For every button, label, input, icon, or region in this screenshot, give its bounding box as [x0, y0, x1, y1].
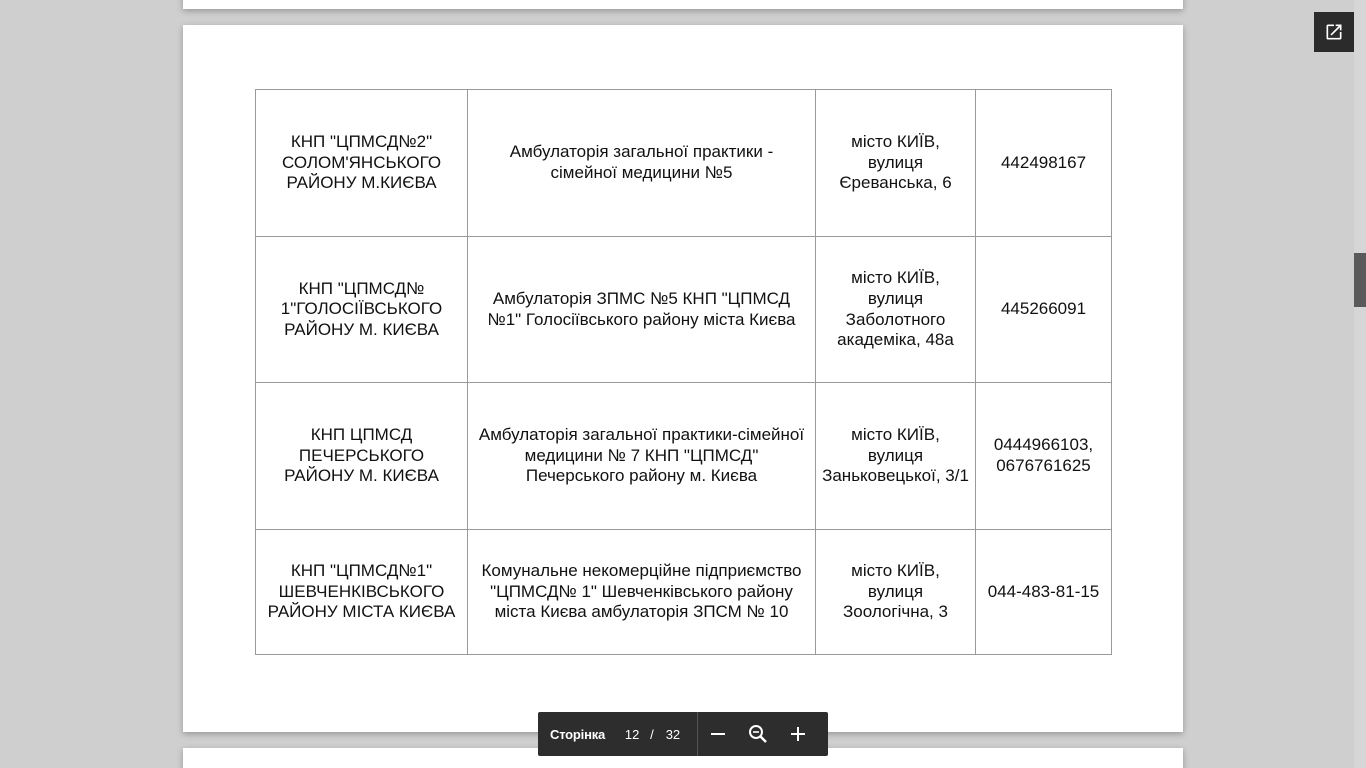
facility-table: [255, 89, 1112, 655]
phone-cell-line: 445266091: [1000, 299, 1087, 319]
minus-icon: [710, 726, 726, 742]
address-cell-line: Заньковецької, 3/1: [822, 466, 969, 486]
phone-cell-line: 442498167: [1000, 152, 1087, 172]
facility-cell-line: Амбулаторія загальної практики-сімейної: [478, 425, 805, 445]
address-cell-line: місто КИЇВ,: [851, 268, 940, 288]
organization-cell-line: КНП "ЦПМСД№2": [290, 132, 433, 152]
current-page: [183, 25, 1183, 732]
facility-cell-line: Амбулаторія ЗПМС №5 КНП "ЦПМСД: [492, 288, 791, 308]
phone-cell-line: 0676761625: [996, 456, 1091, 475]
address-cell-line: вулиця: [867, 445, 924, 465]
address-cell-line: вулиця: [867, 288, 924, 308]
address-cell: [816, 383, 976, 530]
zoom-out-button[interactable]: [698, 712, 738, 756]
phone-cell-line: 044-483-81-15: [987, 581, 1100, 601]
facility-cell: [468, 530, 816, 655]
table-row: [256, 530, 1112, 655]
organization-cell-line: РАЙОНУ М.КИЄВА: [286, 173, 437, 193]
page-label: Сторінка: [550, 726, 606, 742]
facility-cell-line: Печерського району м. Києва: [525, 466, 758, 486]
address-cell-line: місто КИЇВ,: [851, 132, 940, 152]
address-cell-line: місто КИЇВ,: [851, 425, 940, 445]
organization-cell-line: КНП "ЦПМСД№1": [290, 561, 433, 581]
address-cell-line: Зоологічна, 3: [843, 602, 948, 622]
organization-cell-line: КНП "ЦПМСД№: [298, 278, 425, 298]
previous-page: [183, 0, 1183, 9]
facility-cell-line: медицини № 7 КНП "ЦПМСД": [524, 445, 759, 465]
address-cell: [816, 530, 976, 655]
zoom-reset-button[interactable]: [738, 712, 778, 756]
facility-cell: [468, 383, 816, 530]
organization-cell: [256, 90, 468, 237]
facility-cell-line: міста Києва амбулаторія ЗПСМ № 10: [494, 602, 789, 622]
address-cell-line: вулиця: [867, 152, 924, 172]
table-row: [256, 90, 1112, 237]
organization-cell: [256, 237, 468, 383]
phone-cell: [976, 383, 1112, 530]
scrollbar-thumb[interactable]: [1354, 253, 1366, 307]
table-row: [256, 237, 1112, 383]
plus-icon: [790, 726, 806, 742]
zoom-in-button[interactable]: [778, 712, 818, 756]
organization-cell-line: РАЙОНУ МІСТА КИЄВА: [267, 602, 456, 622]
address-cell-line: вулиця: [867, 581, 924, 601]
page-separator: /: [650, 726, 654, 742]
popout-button[interactable]: [1314, 12, 1354, 52]
address-cell: [816, 237, 976, 383]
organization-cell-line: 1"ГОЛОСІЇВСЬКОГО: [280, 299, 443, 319]
table-row: [256, 383, 1112, 530]
facility-cell-line: №1" Голосіївського району міста Києва: [487, 309, 796, 329]
organization-cell-line: ШЕВЧЕНКІВСЬКОГО: [278, 581, 445, 601]
organization-cell: [256, 383, 468, 530]
phone-cell: [976, 530, 1112, 655]
phone-cell: [976, 90, 1112, 237]
facility-cell-line: Амбулаторія загальної практики -: [509, 142, 774, 162]
facility-cell-line: "ЦПМСД№ 1" Шевченківського району: [490, 581, 793, 601]
facility-cell-line: Комунальне некомерційне підприємство: [481, 561, 802, 581]
phone-cell: [976, 237, 1112, 383]
open-in-new-icon: [1324, 22, 1344, 42]
address-cell-line: академіка, 48а: [837, 330, 954, 350]
current-page-number[interactable]: 12: [624, 726, 640, 742]
organization-cell-line: РАЙОНУ М. КИЄВА: [284, 466, 439, 486]
facility-cell-line: сімейної медицини №5: [550, 163, 733, 182]
organization-cell-line: КНП ЦПМСД: [310, 425, 413, 445]
zoom-out-magnifier-icon: [748, 724, 768, 744]
address-cell-line: місто КИЇВ,: [851, 561, 940, 581]
address-cell-line: Єреванська, 6: [839, 173, 952, 193]
organization-cell-line: СОЛОМ'ЯНСЬКОГО: [281, 152, 442, 172]
scrollbar-track[interactable]: [1354, 0, 1366, 768]
address-cell-line: Заболотного: [845, 309, 946, 329]
organization-cell: [256, 530, 468, 655]
facility-cell: [468, 237, 816, 383]
phone-cell-line: 0444966103,: [993, 435, 1094, 455]
total-pages: 32: [665, 726, 681, 742]
page-toolbar: [538, 712, 828, 756]
organization-cell-line: ПЕЧЕРСЬКОГО: [298, 445, 425, 465]
address-cell: [816, 90, 976, 237]
organization-cell-line: РАЙОНУ М. КИЄВА: [284, 319, 439, 339]
facility-cell: [468, 90, 816, 237]
